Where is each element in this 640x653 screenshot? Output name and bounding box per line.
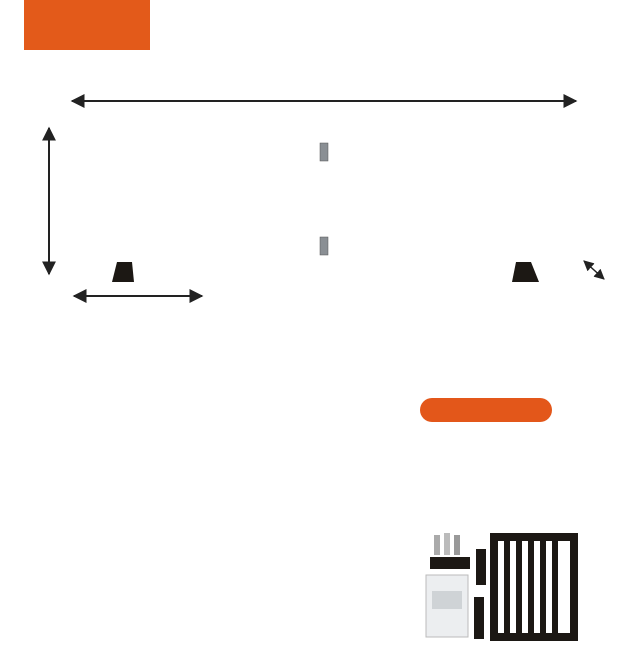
support-foot-icon-2 xyxy=(474,597,484,639)
support-foot-left xyxy=(112,262,134,282)
accessories-title xyxy=(420,398,552,422)
accessories-illustration xyxy=(420,527,640,653)
support-foot-icon xyxy=(476,549,486,585)
support-foot-right xyxy=(512,262,539,282)
hinge-bottom xyxy=(320,237,328,255)
hinge-parts-icon xyxy=(430,533,470,569)
gate-panel-icon xyxy=(490,533,578,641)
hinge-top xyxy=(320,143,328,161)
instruction-manual-icon xyxy=(426,575,468,637)
depth-arrow xyxy=(584,261,604,279)
